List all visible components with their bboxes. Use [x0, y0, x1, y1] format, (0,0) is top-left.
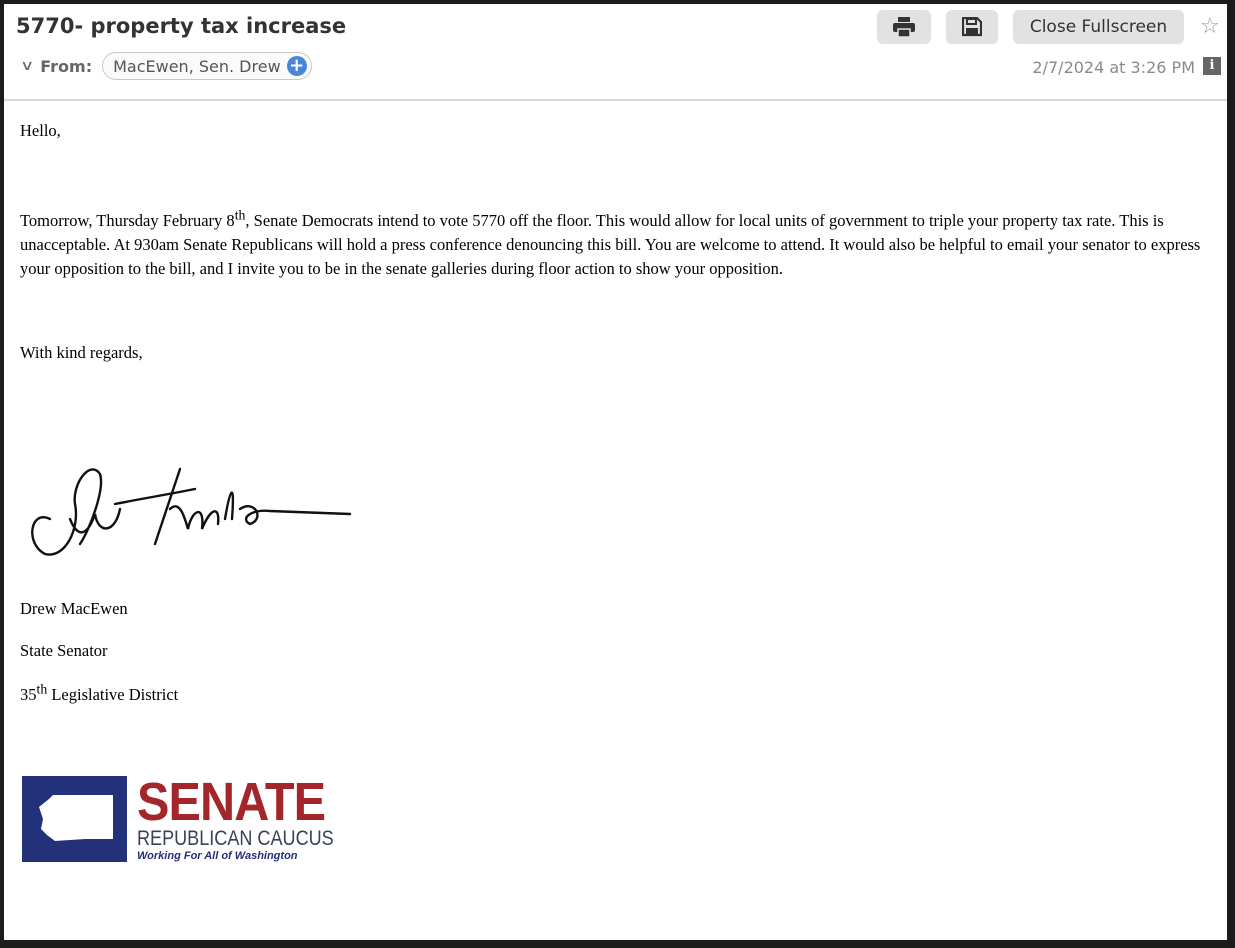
paragraph-text: Tomorrow, Thursday February 8 [20, 211, 235, 230]
washington-state-icon [22, 776, 127, 862]
print-button[interactable] [877, 10, 931, 44]
from-label: From: [40, 56, 93, 76]
closing: With kind regards, [20, 343, 143, 362]
sender-name-text: Drew MacEwen [20, 599, 128, 618]
from-row [19, 52, 312, 80]
greeting: Hello, [20, 121, 61, 140]
email-date: 2/7/2024 at 3:26 PM [1032, 58, 1195, 77]
district-text: Legislative District [47, 685, 179, 704]
signature-image [20, 449, 360, 564]
sender-chip[interactable] [102, 52, 312, 80]
logo-tagline: Working For All of Washington [137, 850, 298, 862]
sender-district [20, 683, 1210, 707]
main-paragraph [20, 209, 1210, 281]
sender-name: MacEwen, Sen. Drew [113, 56, 281, 76]
save-icon [962, 17, 982, 37]
close-fullscreen-button[interactable]: Close Fullscreen [1013, 10, 1184, 44]
logo-line-1: SENATE [137, 772, 326, 832]
printer-icon [893, 17, 915, 37]
add-contact-icon[interactable]: + [287, 56, 307, 76]
paragraph-text: , Senate Democrats intend to vote 5770 off the floor. This would allow for local units of government to triple your property tax rate. This is unacceptable. At 930am Senate Republicans will hold a press conference denouncing this bill. You are welcome to attend. It would also be helpful to email your senator to express your opposition to the bill, and I invite you to be in the senate galleries during floor action to show your opposition. [20, 211, 1201, 278]
district-number: 35 [20, 685, 37, 704]
email-header [4, 4, 1227, 101]
logo-text [137, 772, 366, 862]
sender-title: State Senator [20, 641, 108, 660]
superscript: th [234, 207, 246, 223]
chevron-down-icon[interactable]: ∨ [19, 58, 35, 74]
superscript: th [36, 681, 48, 697]
info-icon[interactable]: i [1203, 57, 1221, 75]
email-subject: 5770- property tax increase [16, 14, 347, 38]
senate-caucus-logo [22, 772, 366, 862]
email-body [20, 119, 1210, 707]
star-icon[interactable]: ☆ [1200, 14, 1220, 39]
save-button[interactable] [946, 10, 998, 44]
email-window [4, 4, 1227, 940]
logo-line-2: REPUBLICAN CAUCUS [137, 827, 334, 850]
